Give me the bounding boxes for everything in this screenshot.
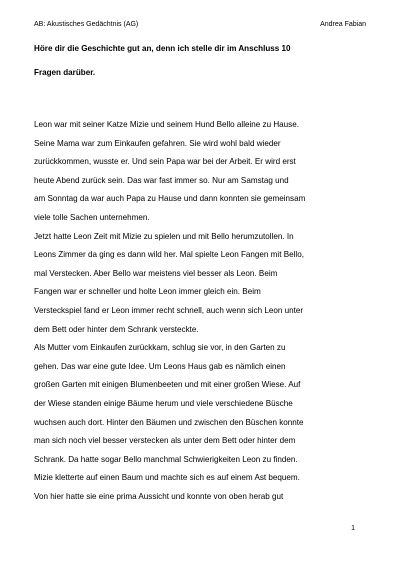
story-line: Als Mutter vom Einkaufen zurückkam, schlug sie vor, in den Garten zu xyxy=(34,343,286,353)
story-line: Leons Zimmer da ging es dann wild her. Mal spielte Leon Fangen mit Bello, xyxy=(34,250,304,260)
story-line: Mizie kletterte auf einen Baum und machte sich es auf einem Ast bequem. xyxy=(34,473,300,483)
story-text xyxy=(34,116,366,506)
story-line: dem Bett oder hinter dem Schrank versteckte. xyxy=(34,324,199,334)
header-author: Andrea Fabian xyxy=(320,21,366,28)
story-line: Jetzt hatte Leon Zeit mit Mizie zu spielen und mit Bello herumzutollen. In xyxy=(34,231,294,241)
story-line: gehen. Das war eine gute Idee. Um Leons Haus gab es nämlich einen xyxy=(34,361,286,371)
story-line: Versteckspiel fand er Leon immer recht schnell, auch wenn sich Leon unter xyxy=(34,305,304,315)
page-header xyxy=(34,19,366,31)
instruction-line-1: Höre dir die Geschichte gut an, denn ich stelle dir im Anschluss 10 xyxy=(34,44,291,53)
story-line: Fangen war er schneller und holte Leon immer gleich ein. Beim xyxy=(34,287,261,297)
story-line: mal Verstecken. Aber Bello war meistens viel besser als Leon. Beim xyxy=(34,268,278,278)
story-line: der Wiese standen einige Bäume herum und viele verschiedene Büsche xyxy=(34,398,293,408)
story-line: man sich noch viel besser verstecken als unter dem Bett oder hinter dem xyxy=(34,436,296,446)
story-line: großen Garten mit einigen Blumenbeeten und mit einer großen Wiese. Auf xyxy=(34,380,301,390)
story-line: Leon war mit seiner Katze Mizie und seinem Hund Bello alleine zu Hause. xyxy=(34,120,299,129)
header-worksheet-title: AB: Akustisches Gedächtnis (AG) xyxy=(34,21,139,28)
story-line: heute Abend zurück sein. Das war fast immer so. Nur am Samstag und xyxy=(34,175,289,185)
story-line: viele tolle Sachen unternehmen. xyxy=(34,212,150,222)
instruction-line-2: Fragen darüber. xyxy=(34,68,96,77)
story-line: Seine Mama war zum Einkaufen gefahren. Sie wird wohl bald wieder xyxy=(34,138,281,148)
story-line: Von hier hatte sie eine prima Aussicht und konnte von oben herab gut xyxy=(34,491,284,501)
story-line: zurückkommen, wusste er. Und sein Papa war bei der Arbeit. Er wird erst xyxy=(34,157,296,167)
page-number: 1 xyxy=(351,525,355,532)
story-line: Schrank. Da hatte sogar Bello manchmal Schwierigkeiten Leon zu finden. xyxy=(34,454,298,464)
story-line: am Sonntag da war auch Papa zu Hause und dann konnten sie gemeinsam xyxy=(34,194,306,204)
story-line: wuchsen auch dort. Hinter den Bäumen und zwischen den Büschen konnte xyxy=(34,417,304,427)
